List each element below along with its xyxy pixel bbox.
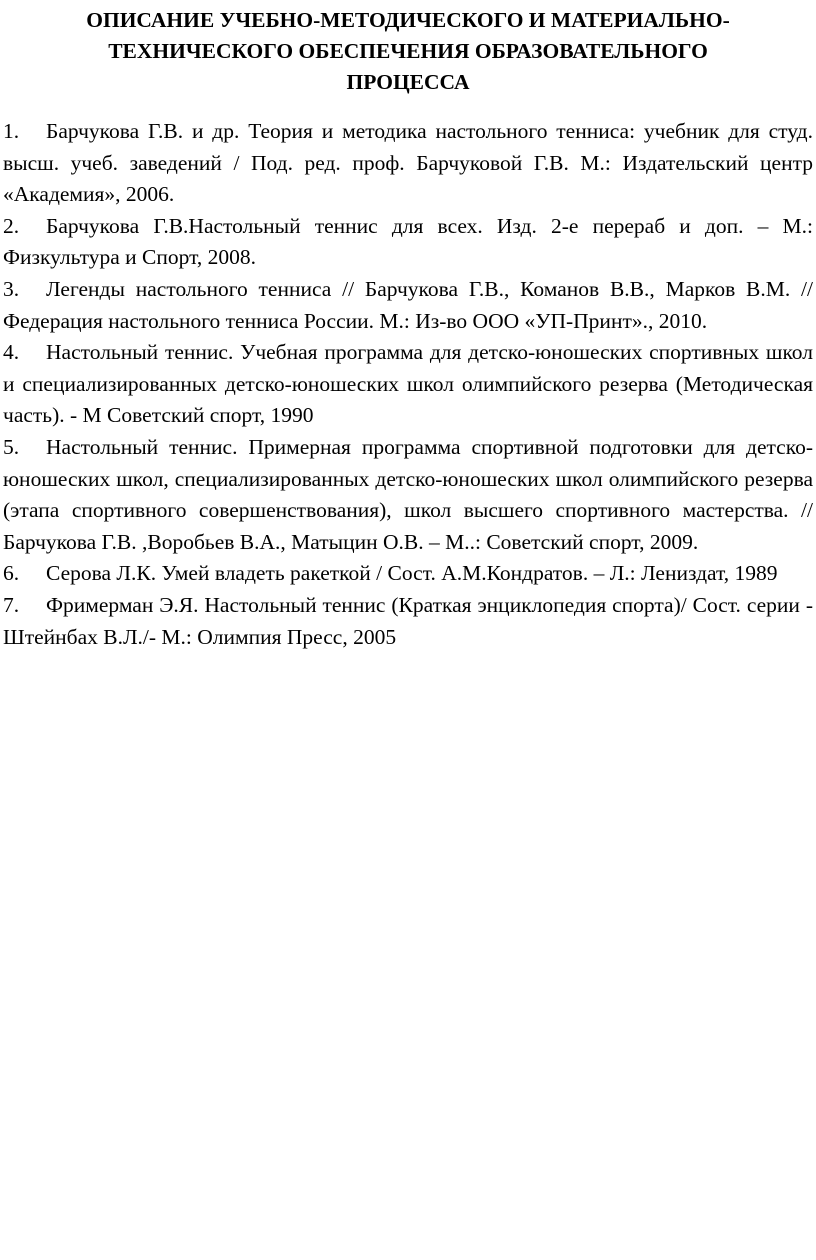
- reference-number: 2.: [3, 213, 20, 238]
- reference-number: 4.: [3, 340, 20, 365]
- title-line: ТЕХНИЧЕСКОГО ОБЕСПЕЧЕНИЯ ОБРАЗОВАТЕЛЬНОГО: [108, 39, 708, 63]
- reference-number: 6.: [3, 561, 20, 586]
- reference-number: 7.: [3, 592, 20, 617]
- reference-text: Фримерман Э.Я. Настольный теннис (Краткая энциклопедия спорта)/ Сост. серии - Штейнбах В.Л./- М.: Олимпия Пресс, 2005: [3, 592, 813, 649]
- reference-item: [3, 211, 813, 274]
- reference-item: [3, 337, 813, 432]
- reference-list: [3, 116, 813, 653]
- reference-text: Настольный теннис. Учебная программа для детско-юношеских спортивных школ и специализированных детско-юношеских школ олимпийского резерва (Методическая часть). - М Советский спорт, 1990: [3, 340, 813, 428]
- reference-item: [3, 432, 813, 558]
- reference-text: Барчукова Г.В. и др. Теория и методика настольного тенниса: учебник для студ. высш. учеб. заведений / Под. ред. проф. Барчуковой Г.В. М.: Издательский центр «Академия», 2006.: [3, 119, 813, 207]
- reference-text: Серова Л.К. Умей владеть ракеткой / Сост. А.М.Кондратов. – Л.: Лениздат, 1989: [46, 561, 778, 586]
- reference-item: [3, 274, 813, 337]
- reference-text: Барчукова Г.В.Настольный теннис для всех. Изд. 2-е перераб и доп. – М.: Физкультура и Спорт, 2008.: [3, 213, 813, 270]
- title-line: ОПИСАНИЕ УЧЕБНО-МЕТОДИЧЕСКОГО И МАТЕРИАЛЬНО-: [86, 8, 730, 32]
- reference-item: [3, 116, 813, 211]
- reference-item: [3, 558, 813, 590]
- reference-number: 3.: [3, 276, 20, 301]
- reference-item: [3, 590, 813, 653]
- reference-text: Легенды настольного тенниса // Барчукова Г.В., Команов В.В., Марков В.М. // Федерация настольного тенниса России. М.: Из-во ООО «УП-Принт»., 2010.: [3, 276, 813, 333]
- reference-number: 1.: [3, 119, 20, 143]
- reference-number: 5.: [3, 434, 20, 459]
- document-title: [3, 5, 813, 98]
- reference-text: Настольный теннис. Примерная программа спортивной подготовки для детско-юношеских школ, специализированных детско-юношеских школ олимпийского резерва (этапа спортивного совершенствования), школ высшего спортивного мастерства. // Барчукова Г.В. ,Воробьев В.А., Матыцин О.В. – М..: Советский спорт, 2009.: [3, 434, 813, 554]
- title-line: ПРОЦЕССА: [346, 70, 470, 94]
